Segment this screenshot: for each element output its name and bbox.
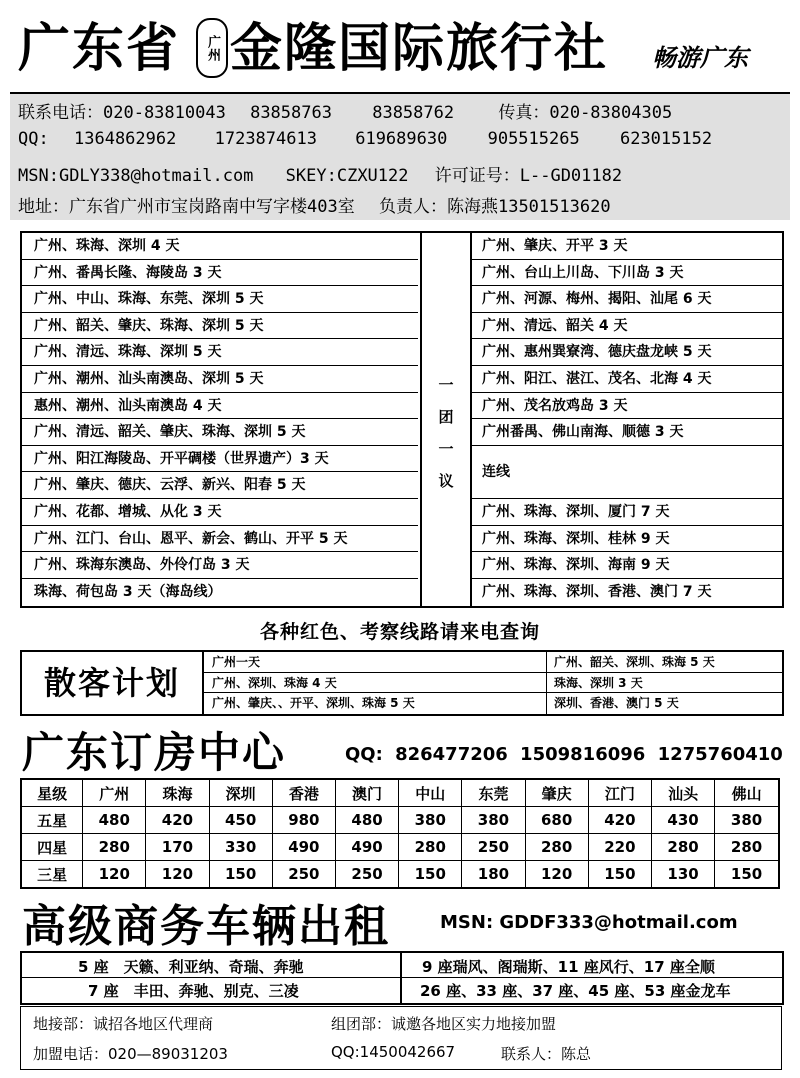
middle-char: 一 — [438, 376, 454, 394]
table-cell: 120 — [146, 861, 209, 889]
car-divider — [400, 953, 402, 1003]
table-cell: 120 — [525, 861, 588, 889]
address: 广东省广州市宝岗路南中写字楼403室 — [69, 197, 355, 217]
table-cell: 980 — [272, 807, 335, 834]
route-item: 广州、花都、增城、从化 3 天 — [22, 499, 418, 526]
header-cell: 江门 — [588, 779, 651, 807]
header-cell: 广州 — [83, 779, 146, 807]
route-item: 广州、肇庆、开平 3 天 — [470, 233, 782, 260]
middle-char: 一 — [438, 440, 454, 458]
table-cell: 四星 — [21, 834, 83, 861]
qq-label: QQ: — [18, 129, 49, 149]
inquiry-notice: 各种红色、考察线路请来电查询 — [259, 621, 540, 643]
tour-row — [204, 673, 782, 694]
license-number: L--GD01182 — [519, 166, 623, 186]
route-item: 广州、珠海、深圳 4 天 — [22, 233, 418, 260]
table-cell: 280 — [651, 834, 714, 861]
table-cell: 380 — [715, 807, 779, 834]
one-group-one-quote — [422, 369, 470, 497]
route-item: 广州、珠海、深圳、海南 9 天 — [470, 552, 782, 579]
address-label: 地址： — [18, 197, 69, 217]
local-dept-text: 地接部：诚招各地区代理商 — [33, 1015, 214, 1033]
table-cell: 480 — [83, 807, 146, 834]
route-item: 广州、肇庆、德庆、云浮、新兴、阳春 5 天 — [22, 472, 418, 499]
header-cell: 肇庆 — [525, 779, 588, 807]
msn-label: MSN: — [18, 166, 59, 186]
table-header-row — [21, 779, 779, 807]
connect-label: 连线 — [470, 446, 782, 499]
table-row — [21, 861, 779, 889]
phone-line — [18, 98, 672, 123]
phone-1: 020-83810043 — [103, 103, 226, 123]
qq-5: 623015152 — [619, 129, 713, 149]
table-cell: 280 — [525, 834, 588, 861]
route-item: 广州、珠海东澳岛、外伶仃岛 3 天 — [22, 552, 418, 579]
qq-3: 619689630 — [355, 129, 448, 149]
slogan: 畅游广东 — [652, 44, 748, 72]
license-label: 许可证号： — [434, 166, 520, 186]
car-rental-box — [20, 951, 784, 1005]
car-row-divider — [22, 977, 782, 978]
table-cell: 150 — [588, 861, 651, 889]
header-cell: 汕头 — [651, 779, 714, 807]
header-cell: 珠海 — [146, 779, 209, 807]
table-cell: 430 — [651, 807, 714, 834]
tour-divider — [546, 652, 547, 714]
car-row-right: 26 座、33 座、37 座、45 座、53 座金龙车 — [420, 982, 731, 1000]
contact-info-box — [10, 92, 790, 220]
table-row — [21, 807, 779, 834]
table-cell: 450 — [209, 807, 272, 834]
tour-row — [204, 693, 782, 714]
route-item: 惠州、潮州、汕头南澳岛 4 天 — [22, 393, 418, 420]
table-row — [21, 834, 779, 861]
individual-tour-box — [20, 650, 784, 716]
tour-left: 广州、肇庆、、开平、深圳、珠海 5 天 — [212, 696, 415, 711]
hotel-price-table — [20, 778, 780, 889]
route-item: 珠海、荷包岛 3 天（海岛线） — [34, 583, 222, 600]
header-cell: 佛山 — [715, 779, 779, 807]
route-item: 广州、清远、珠海、深圳 5 天 — [22, 339, 418, 366]
table-cell: 480 — [335, 807, 398, 834]
hotel-qq: QQ: 826477206 1509816096 1275760410 — [345, 744, 783, 765]
table-cell: 250 — [272, 861, 335, 889]
group-dept-text: 组团部：诚邀各地区实力地接加盟 — [331, 1015, 557, 1033]
hotel-center-title: 广东订房中心 — [22, 728, 287, 777]
tour-right: 深圳、香港、澳门 5 天 — [554, 696, 679, 711]
table-cell: 五星 — [21, 807, 83, 834]
table-cell: 280 — [715, 834, 779, 861]
table-cell: 180 — [462, 861, 525, 889]
table-cell: 380 — [399, 807, 462, 834]
routes-left-column — [22, 233, 418, 605]
table-cell: 220 — [588, 834, 651, 861]
table-cell: 250 — [462, 834, 525, 861]
route-item: 广州、中山、珠海、东莞、深圳 5 天 — [22, 286, 418, 313]
qq-1: 1364862962 — [74, 129, 177, 149]
routes-right-column — [470, 233, 782, 605]
phone-3: 83858762 — [372, 103, 455, 123]
header-cell: 澳门 — [335, 779, 398, 807]
individual-tour-rows — [204, 652, 782, 714]
table-cell: 三星 — [21, 861, 83, 889]
route-item: 广州、珠海、深圳、厦门 7 天 — [470, 499, 782, 526]
car-row-left: 5 座 天籁、利亚纳、奇瑞、奔驰 — [78, 958, 304, 976]
skey: SKEY:CZXU122 — [285, 166, 409, 186]
tour-left: 广州一天 — [212, 655, 261, 669]
car-rental-msn: MSN: GDDF333@hotmail.com — [440, 912, 738, 933]
tour-row — [204, 652, 782, 673]
route-item: 广州、江门、台山、恩平、新会、鹤山、开平 5 天 — [22, 526, 418, 553]
table-cell: 490 — [335, 834, 398, 861]
table-cell: 150 — [209, 861, 272, 889]
table-cell: 490 — [272, 834, 335, 861]
header-cell: 中山 — [399, 779, 462, 807]
route-item: 广州番禺、佛山南海、顺德 3 天 — [470, 419, 782, 446]
route-item: 广州、惠州巽寮湾、德庆盘龙峡 5 天 — [470, 339, 782, 366]
address-line — [18, 192, 611, 217]
route-item: 广州、台山上川岛、下川岛 3 天 — [470, 260, 782, 287]
table-cell: 280 — [83, 834, 146, 861]
footer-box — [20, 1006, 782, 1070]
car-row-left: 7 座 丰田、奔驰、别克、三凌 — [88, 982, 299, 1000]
route-item: 广州、清远、韶关 4 天 — [470, 313, 782, 340]
qq-2: 1723874613 — [214, 129, 317, 149]
franchise-phone: 加盟电话：020—89031203 — [33, 1045, 228, 1063]
route-item: 广州、茂名放鸡岛 3 天 — [470, 393, 782, 420]
msn-address: GDLY338@hotmail.com — [58, 166, 254, 186]
middle-char: 议 — [438, 472, 454, 490]
routes-middle-column — [420, 233, 472, 606]
manager: 陈海燕13501513620 — [446, 197, 611, 217]
route-item: 广州、珠海、深圳、香港、澳门 7 天 — [482, 583, 712, 600]
city-tag: 广州 — [196, 18, 228, 78]
table-cell: 380 — [462, 807, 525, 834]
route-item: 广州、清远、韶关、肇庆、珠海、深圳 5 天 — [22, 419, 418, 446]
table-cell: 120 — [83, 861, 146, 889]
table-cell: 330 — [209, 834, 272, 861]
table-cell: 420 — [588, 807, 651, 834]
header-cell: 东莞 — [462, 779, 525, 807]
table-cell: 420 — [146, 807, 209, 834]
fax-label: 传真： — [498, 103, 550, 123]
middle-char: 团 — [438, 408, 454, 426]
route-item: 广州、阳江海陵岛、开平碉楼（世界遗产）3 天 — [22, 446, 418, 473]
qq-line — [18, 129, 712, 149]
route-item: 广州、河源、梅州、揭阳、汕尾 6 天 — [470, 286, 782, 313]
agency-name: 金隆国际旅行社 — [230, 18, 609, 79]
car-row-right: 9 座瑞风、阁瑞斯、11 座风行、17 座全顺 — [422, 958, 715, 976]
agency-name-prefix: 广东省 — [18, 18, 181, 79]
table-cell: 170 — [146, 834, 209, 861]
footer-qq: QQ:1450042667 — [331, 1043, 456, 1061]
fax-number: 020-83804305 — [549, 103, 673, 123]
manager-label: 负责人： — [378, 197, 447, 217]
route-item: 广州、潮州、汕头南澳岛、深圳 5 天 — [22, 366, 418, 393]
table-cell: 280 — [399, 834, 462, 861]
individual-tour-title: 散客计划 — [22, 652, 204, 714]
table-cell: 250 — [335, 861, 398, 889]
contact-person: 联系人：陈总 — [501, 1045, 592, 1063]
table-cell: 680 — [525, 807, 588, 834]
header-cell: 深圳 — [209, 779, 272, 807]
tour-left: 广州、深圳、珠海 4 天 — [212, 675, 337, 690]
routes-table — [20, 231, 784, 608]
route-item: 广州、番禺长隆、海陵岛 3 天 — [22, 260, 418, 287]
header-cell: 香港 — [272, 779, 335, 807]
table-cell: 150 — [399, 861, 462, 889]
tour-right: 广州、韶关、深圳、珠海 5 天 — [554, 655, 715, 669]
tour-right: 珠海、深圳 3 天 — [554, 675, 643, 690]
msn-line — [18, 161, 622, 186]
phone-label: 联系电话： — [18, 103, 103, 123]
table-cell: 130 — [651, 861, 714, 889]
route-item: 广州、韶关、肇庆、珠海、深圳 5 天 — [22, 313, 418, 340]
header-cell: 星级 — [21, 779, 83, 807]
route-item: 广州、阳江、湛江、茂名、北海 4 天 — [470, 366, 782, 393]
phone-2: 83858763 — [250, 103, 332, 123]
route-item: 广州、珠海、深圳、桂林 9 天 — [470, 526, 782, 553]
qq-4: 905515265 — [487, 129, 580, 149]
car-rental-title: 高级商务车辆出租 — [22, 901, 390, 952]
table-cell: 150 — [715, 861, 779, 889]
